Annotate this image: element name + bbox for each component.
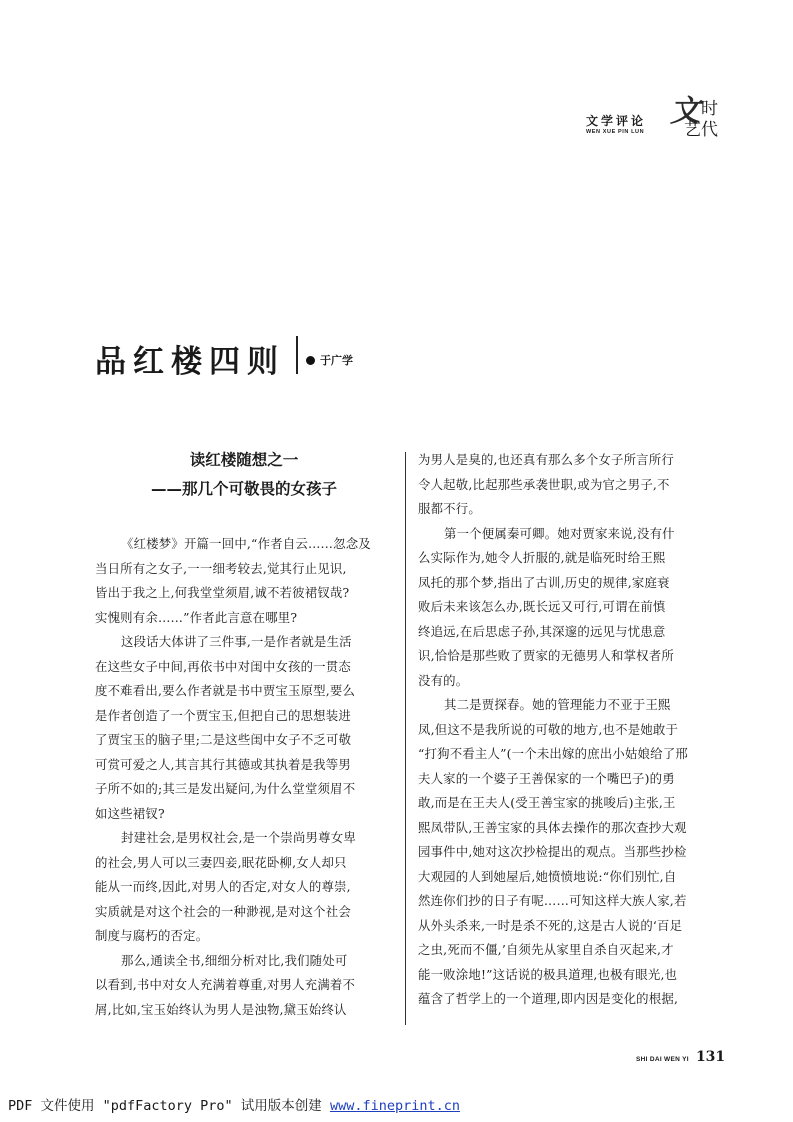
text-line: 敢,而是在王夫人(受王善宝家的挑唆后)主张,王 bbox=[418, 795, 676, 810]
folio-label: SHI DAI WEN YI bbox=[636, 1056, 689, 1063]
pdf-watermark-note bbox=[8, 1094, 460, 1114]
text-line: “打狗不看主人”(一个未出嫁的庶出小姑娘给了邢 bbox=[418, 746, 688, 761]
text-line: 从外头杀来,一时是杀不死的,这是古人说的‘百足 bbox=[418, 917, 683, 933]
text-line: 园事件中,她对这次抄检提出的观点。当那些抄检 bbox=[418, 844, 687, 859]
text-line: 实愧则有余……”作者此言意在哪里? bbox=[95, 609, 298, 625]
text-line: 终追远,在后思虑子孙,其深邃的远见与忧患意 bbox=[418, 623, 666, 639]
text-line: 度不难看出,要么作者就是书中贾宝玉原型,要么 bbox=[95, 683, 356, 698]
text-line: 封建社会,是男权社会,是一个崇尚男尊女卑 bbox=[121, 830, 356, 845]
right-body-text bbox=[418, 448, 716, 1012]
text-line: 熙凤带队,王善宝家的具体去操作的那次查抄大观 bbox=[418, 819, 687, 835]
text-line: 子所不如的;其三是发出疑问,为什么堂堂须眉不 bbox=[95, 781, 356, 796]
text-line: 之虫,死而不僵,’自须先从家里自杀自灭起来,才 bbox=[418, 942, 674, 957]
text-line: 当日所有之女子,一一细考较去,觉其行止见识, bbox=[95, 560, 347, 576]
text-line: 其二是贾探春。她的管理能力不亚于王熙 bbox=[444, 697, 671, 712]
page-folio bbox=[636, 1046, 725, 1065]
text-line: 夫人家的一个婆子王善保家的一个嘴巴子)的勇 bbox=[418, 770, 675, 786]
text-line: 败后未来该怎么办,既长远又可行,可谓在前慎 bbox=[418, 599, 666, 614]
text-line: 可赏可爱之人,其言其行其德或其执着是我等男 bbox=[95, 756, 351, 772]
pdf-note-text: PDF 文件使用 "pdfFactory Pro" 试用版本创建 bbox=[8, 1098, 330, 1114]
text-line: 令人起敬,比起那些承袭世职,或为官之男子,不 bbox=[418, 476, 670, 492]
text-line: 能一败涂地!”这话说的极具道理,也极有眼光,也 bbox=[418, 966, 678, 982]
text-line: 识,恰恰是那些败了贾家的无德男人和掌权者所 bbox=[418, 648, 674, 663]
text-line: 凤,但这不是我所说的可敬的地方,也不是她敢于 bbox=[418, 721, 679, 737]
text-line: 然连你们抄的日子有呢……可知这样大族人家,若 bbox=[418, 893, 687, 908]
article-author: 于广学 bbox=[320, 354, 353, 367]
text-line: 皆出于我之上,何我堂堂须眉,诚不若彼裙钗哉? bbox=[95, 585, 350, 600]
text-line: 的社会,男人可以三妻四妾,眠花卧柳,女人却只 bbox=[95, 854, 347, 870]
section-title: 文学评论 bbox=[586, 114, 647, 128]
text-line: 蕴含了哲学上的一个道理,即内因是变化的根据, bbox=[418, 991, 679, 1006]
page-number: 131 bbox=[695, 1049, 726, 1065]
text-line: 这段话大体讲了三件事,一是作者就是生活 bbox=[121, 634, 352, 649]
text-line: 凤托的那个梦,指出了古训,历史的规律,家庭衰 bbox=[418, 574, 670, 590]
text-line: 那么,通读全书,细细分析对比,我们随处可 bbox=[121, 952, 348, 968]
article-title: 品红楼四则 bbox=[95, 344, 285, 380]
title-divider bbox=[296, 336, 298, 374]
text-line: 大观园的人到她屋后,她愤愤地说:“你们别忙,自 bbox=[418, 868, 677, 884]
text-line: 没有的。 bbox=[418, 672, 469, 688]
left-body-text bbox=[95, 532, 393, 1022]
section-header bbox=[586, 90, 726, 142]
subheading-1: 读红楼随想之一 bbox=[189, 451, 299, 469]
section-pinyin: WEN XUE PIN LUN bbox=[586, 129, 645, 135]
text-line: 以看到,书中对女人充满着尊重,对男人充满着不 bbox=[95, 977, 356, 992]
magazine-logo bbox=[668, 90, 718, 140]
text-line: 么实际作为,她令人折服的,就是临死时给王熙 bbox=[418, 550, 666, 565]
text-line: 为男人是臭的,也还真有那么多个女子所言所行 bbox=[418, 452, 674, 467]
logo-bottom-chars: 艺代 bbox=[684, 120, 718, 140]
right-column bbox=[418, 448, 716, 1012]
subheading-2: ——那几个可敬畏的女孩子 bbox=[150, 480, 337, 498]
text-line: 制度与腐朽的否定。 bbox=[95, 928, 209, 943]
left-column bbox=[95, 446, 393, 1022]
text-line: 能从一而终,因此,对男人的否定,对女人的尊崇, bbox=[95, 879, 351, 894]
text-line: 在这些女子中间,再依书中对闺中女孩的一贯态 bbox=[95, 658, 351, 674]
text-line: 是作者创造了一个贾宝玉,但把自己的思想装进 bbox=[95, 707, 351, 723]
text-line: 屑,比如,宝玉始终认为男人是浊物,黛玉始终认 bbox=[95, 1001, 347, 1017]
logo-big-char: 文 bbox=[670, 94, 700, 129]
fineprint-link[interactable]: www.fineprint.cn bbox=[329, 1098, 460, 1114]
text-line: 《红楼梦》开篇一回中,“作者自云……忽念及 bbox=[121, 536, 371, 551]
text-line: 实质就是对这个社会的一种渺视,是对这个社会 bbox=[95, 903, 351, 919]
text-line: 如这些裙钗? bbox=[95, 805, 165, 821]
text-line: 服都不行。 bbox=[418, 501, 481, 516]
logo-top-char: 时 bbox=[701, 99, 718, 119]
text-line: 了贾宝玉的脑子里;二是这些闺中女子不乏可敬 bbox=[95, 732, 352, 747]
bullet-icon bbox=[306, 356, 315, 365]
column-divider bbox=[405, 452, 406, 1025]
text-line: 第一个便属秦可卿。她对贾家来说,没有什 bbox=[444, 525, 675, 541]
